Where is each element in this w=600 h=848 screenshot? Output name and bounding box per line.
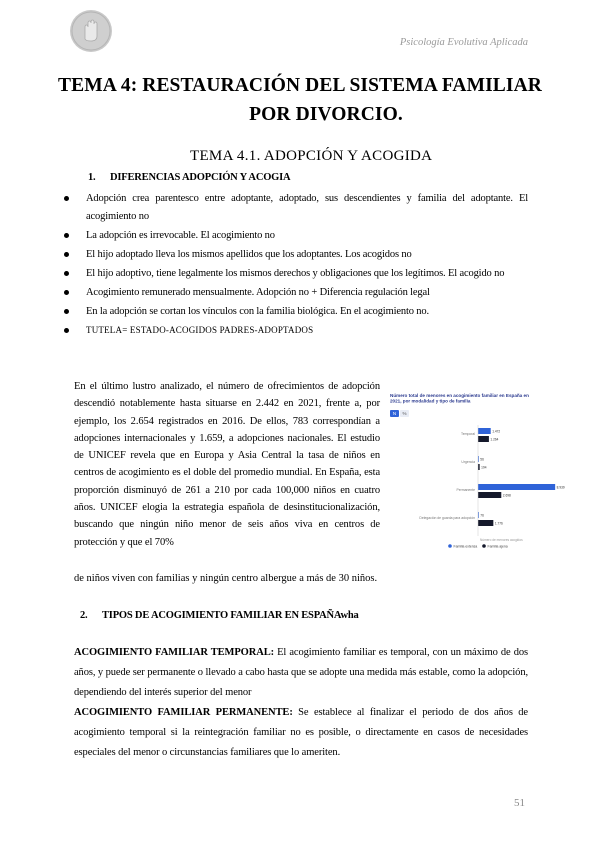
adoption-statistics-paragraph: En el último lustro analizado, el número de ofrecimientos de adopción descendió notablemente hasta situarse en 2.442 en 2021, frente a, por ejemplo, los 2.654 registrados en 2016. De ellos, 783 correspondían a adopciones internacionales y 1.659, a adopciones nacionales. El estudio de UNICEF revela que en Europa y Asia Central la tasa de niños en centros de acogimiento es el doble del promedio mundial. En España, esta proporción disminuyó de 261 a 210 por cada 100,000 niños en cuatro años. UNICEF elogia la estrategia española de desinstitucionalización, buscando que ningún niño menor de seis años viva en centros de protección y que el 70% — [74, 381, 380, 548]
x-axis-label: Número de menores acogidos — [480, 538, 523, 542]
list-item: La adopción es irrevocable. El acogimiento no — [64, 227, 528, 245]
section1-heading — [88, 172, 290, 183]
bar — [478, 464, 480, 470]
category-label: Permanente — [456, 488, 475, 492]
list-item: Acogimiento remunerado mensualmente. Adopción no + Diferencia regulación legal — [64, 284, 528, 302]
temporal-text: El acogimiento familiar es temporal, con un máximo de dos años, y puede ser permanente o llevado a cabo hasta que se adopte una medida más estable, como la adopción, dependiendo del interés superior del menor — [74, 647, 528, 698]
bar — [478, 484, 555, 490]
bullet-icon — [64, 290, 69, 295]
list-item: TUTELA= ESTADO-ACOGIDOS PADRES-ADOPTADOS — [64, 322, 528, 340]
list-item: El hijo adoptivo, tiene legalmente los mismos derechos y obligaciones que los legítimos. El acogido no — [64, 265, 528, 283]
page-title-line1: TEMA 4: RESTAURACIÓN DEL SISTEMA FAMILIAR — [58, 75, 542, 96]
bar-value-label: 1.776 — [494, 521, 503, 526]
bar-value-label: 1.264 — [490, 437, 499, 442]
differences-list — [64, 190, 528, 341]
foster-care-chart — [388, 390, 574, 552]
bullet-icon — [64, 233, 69, 238]
bullet-icon — [64, 271, 69, 276]
section2-title: TIPOS DE ACOGIMIENTO FAMILIAR EN ESPAÑAwha — [102, 610, 359, 621]
bar — [478, 520, 493, 526]
chart-title: Número total de menores en acogimiento familiar en España en 2021, por modalidad y tipo de familia — [390, 393, 529, 404]
hand-emblem-icon — [70, 10, 112, 52]
bar-value-label: 1.472 — [492, 429, 501, 434]
bullet-icon — [64, 252, 69, 257]
section2-heading — [80, 610, 359, 621]
logo — [70, 10, 112, 52]
bar-value-label: 76 — [480, 513, 484, 518]
section2-number: 2. — [80, 610, 88, 621]
section1-number: 1. — [88, 172, 96, 183]
bar-value-label: 56 — [480, 457, 484, 462]
legend-label: Familia extensa — [453, 544, 478, 549]
bullet-icon — [64, 328, 69, 333]
permanente-label: ACOGIMIENTO FAMILIAR PERMANENTE: — [74, 707, 293, 718]
toggle-n-label: N — [392, 411, 397, 417]
page-number: 51 — [514, 797, 525, 809]
legend-marker — [482, 544, 486, 548]
category-label: Delegación de guarda para adopción — [419, 516, 475, 520]
legend-label: Familia ajena — [487, 544, 508, 549]
header-course-title: Psicología Evolutiva Aplicada — [399, 37, 528, 48]
category-label: Temporal — [461, 432, 475, 436]
temporal-paragraph — [74, 643, 528, 703]
bar — [478, 428, 491, 434]
bullet-icon — [64, 196, 69, 201]
toggle-pct-label: % — [402, 411, 407, 417]
permanente-paragraph — [74, 703, 528, 763]
bar-value-label: 194 — [481, 465, 487, 470]
foster-types-body — [74, 643, 528, 763]
bar-value-label: 8.939 — [556, 485, 565, 490]
list-item: En la adopción se cortan los vínculos con la familia biológica. En el acogimiento no. — [64, 303, 528, 321]
temporal-label: ACOGIMIENTO FAMILIAR TEMPORAL: — [74, 647, 275, 658]
list-item: Adopción crea parentesco entre adoptante, adoptado, sus descendientes y familia del adoptante. El acogimiento no — [64, 190, 528, 225]
bar-value-label: 2.698 — [502, 493, 511, 498]
bar — [478, 436, 489, 442]
chart-svg — [388, 390, 574, 552]
bullet-icon — [64, 309, 69, 314]
section1-title: DIFERENCIAS ADOPCIÓN Y ACOGIA — [110, 172, 291, 183]
subtitle: TEMA 4.1. ADOPCIÓN Y ACOGIDA — [190, 148, 433, 164]
page-title-line2: POR DIVORCIO. — [249, 104, 403, 125]
bar — [478, 492, 501, 498]
list-item: El hijo adoptado lleva los mismos apellidos que los adoptantes. Los acogidos no — [64, 246, 528, 264]
category-label: Urgencia — [461, 460, 475, 464]
adoption-statistics-paragraph-end: de niños viven con familias y ningún centro albergue a más de 30 niños. — [74, 573, 378, 584]
legend-marker — [448, 544, 452, 548]
permanente-text: Se establece al finalizar el periodo de dos años de acogimiento temporal si la reintegración familiar no es posible, o directamente en casos de necesidades especiales del menor o circunstancias familiares que lo ameriten. — [74, 707, 528, 758]
